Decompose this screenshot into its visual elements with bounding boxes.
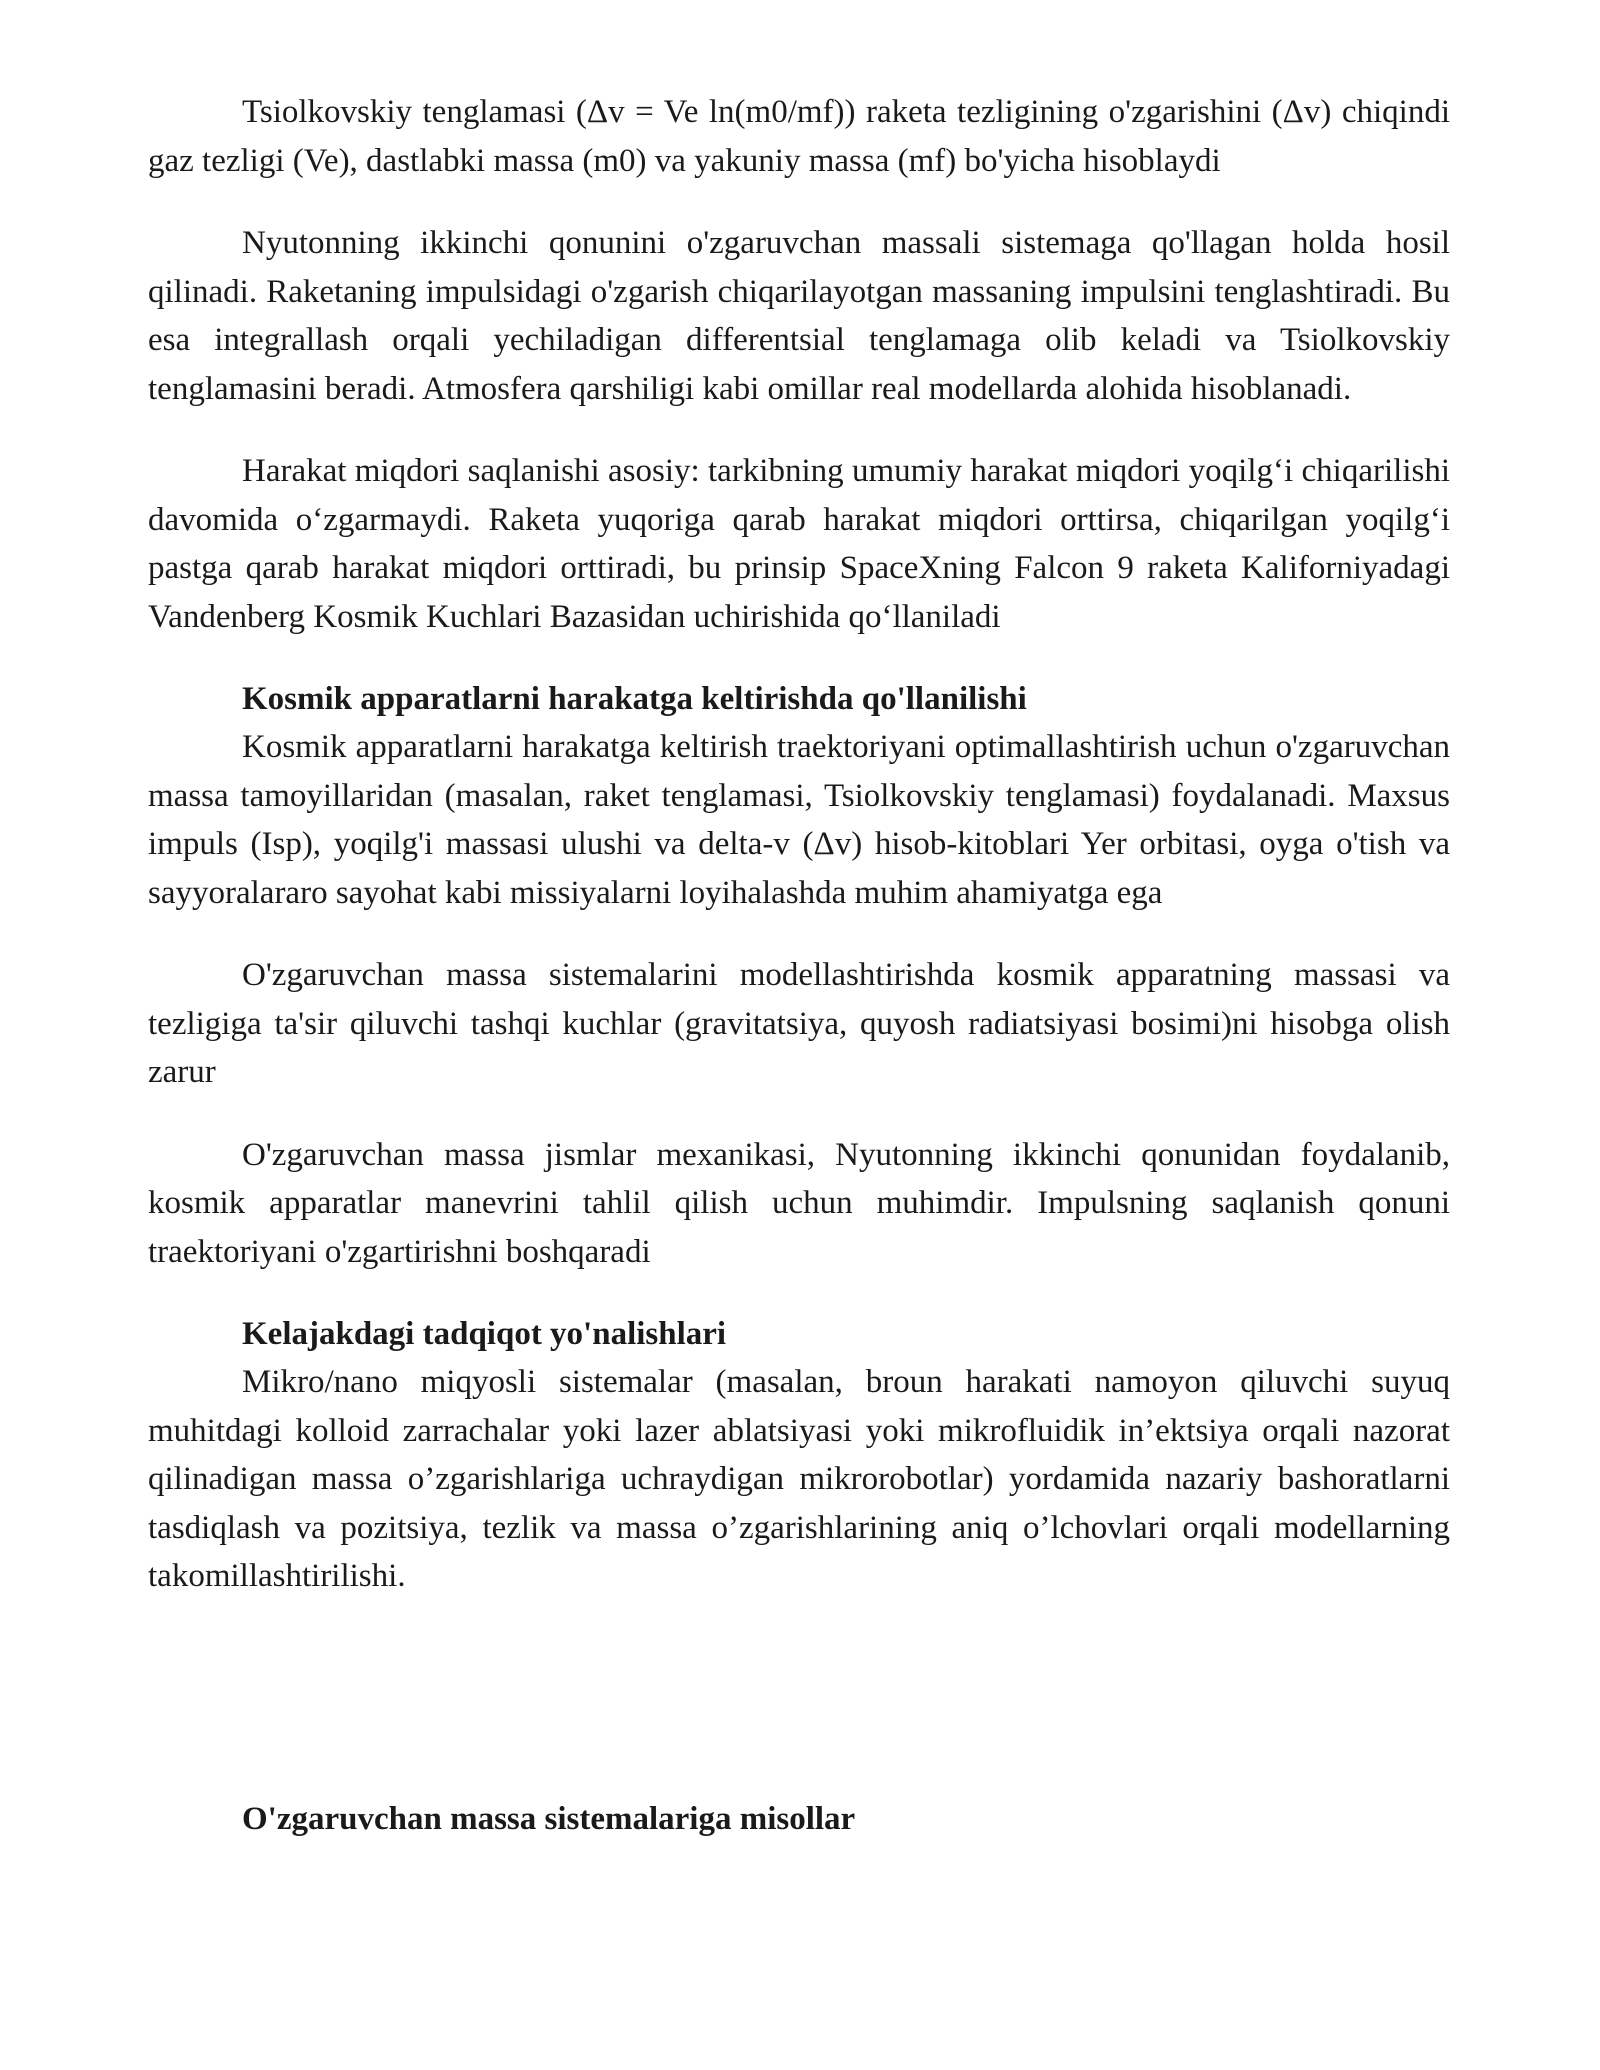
document-page bbox=[148, 88, 1450, 1843]
paragraph-tsiolkovskiy-equation: Tsiolkovskiy tenglamasi (Δv = Ve ln(m0/mf)) raketa tezligining o'zgarishini (Δv) chiqindi gaz tezligi (Ve), dastlabki massa (m0) va yakuniy massa (mf) bo'yicha hisoblaydi bbox=[148, 94, 1450, 179]
paragraph-future-research: Mikro/nano miqyosli sistemalar (masalan, broun harakati namoyon qiluvchi suyuq muhitdagi kolloid zarrachalar yoki lazer ablatsiyasi yoki mikrofluidik in’ektsiya orqali nazorat qilinadigan massa o’zgarishlariga uchraydigan mikrorobotlar) yordamida nazariy bashoratlarni tasdiqlash va pozitsiya, tezlik va massa o’zgarishlarining aniq o’lchovlari orqali modellarning takomillashtirilishi. bbox=[148, 1364, 1450, 1594]
heading-spacecraft-propulsion: Kosmik apparatlarni harakatga keltirishda qo'llanilishi bbox=[242, 681, 1027, 717]
paragraph-spacecraft-propulsion: Kosmik apparatlarni harakatga keltirish traektoriyani optimallashtirish uchun o'zgaruvchan massa tamoyillaridan (masalan, raket tenglamasi, Tsiolkovskiy tenglamasi) foydalanadi. Maxsus impuls (Isp), yoqilg'i massasi ulushi va delta-v (Δv) hisob-kitoblari Yer orbitasi, oyga o'tish va sayyoralararo sayohat kabi missiyalarni loyihalashda muhim ahamiyatga ega bbox=[148, 729, 1450, 911]
page-spacer bbox=[148, 1635, 1450, 1795]
heading-examples: O'zgaruvchan massa sistemalariga misollar bbox=[242, 1800, 856, 1837]
paragraph-variable-mass-mechanics: O'zgaruvchan massa jismlar mexanikasi, Nyutonning ikkinchi qonunidan foydalanib, kosmik apparatlar manevrini tahlil qilish uchun muhimdir. Impulsning saqlanish qonuni traektoriyani o'zgartirishni boshqaradi bbox=[148, 1136, 1450, 1270]
paragraph-newton-second-law: Nyutonning ikkinchi qonunini o'zgaruvchan massali sistemaga qo'llagan holda hosil qilinadi. Raketaning impulsidagi o'zgarish chiqarilayotgan massaning impulsini tenglashtiradi. Bu esa integrallash orqali yechiladigan differentsial tenglamaga olib keladi va Tsiolkovskiy tenglamasini beradi. Atmosfera qarshiligi kabi omillar real modellarda alohida hisoblanadi. bbox=[148, 225, 1450, 407]
heading-future-research: Kelajakdagi tadqiqot yo'nalishlari bbox=[242, 1316, 727, 1352]
paragraph-momentum-conservation: Harakat miqdori saqlanishi asosiy: tarkibning umumiy harakat miqdori yoqilg‘i chiqarilishi davomida o‘zgarmaydi. Raketa yuqoriga qarab harakat miqdori orttirsa, chiqarilgan yoqilg‘i pastga qarab harakat miqdori orttiradi, bu prinsip SpaceXning Falcon 9 raketa Kaliforniyadagi Vandenberg Kosmik Kuchlari Bazasidan uchirishida qo‘llaniladi bbox=[148, 453, 1450, 635]
paragraph-external-forces: O'zgaruvchan massa sistemalarini modellashtirishda kosmik apparatning massasi va tezligiga ta'sir qiluvchi tashqi kuchlar (gravitatsiya, quyosh radiatsiyasi bosimi)ni hisobga olish zarur bbox=[148, 957, 1450, 1090]
